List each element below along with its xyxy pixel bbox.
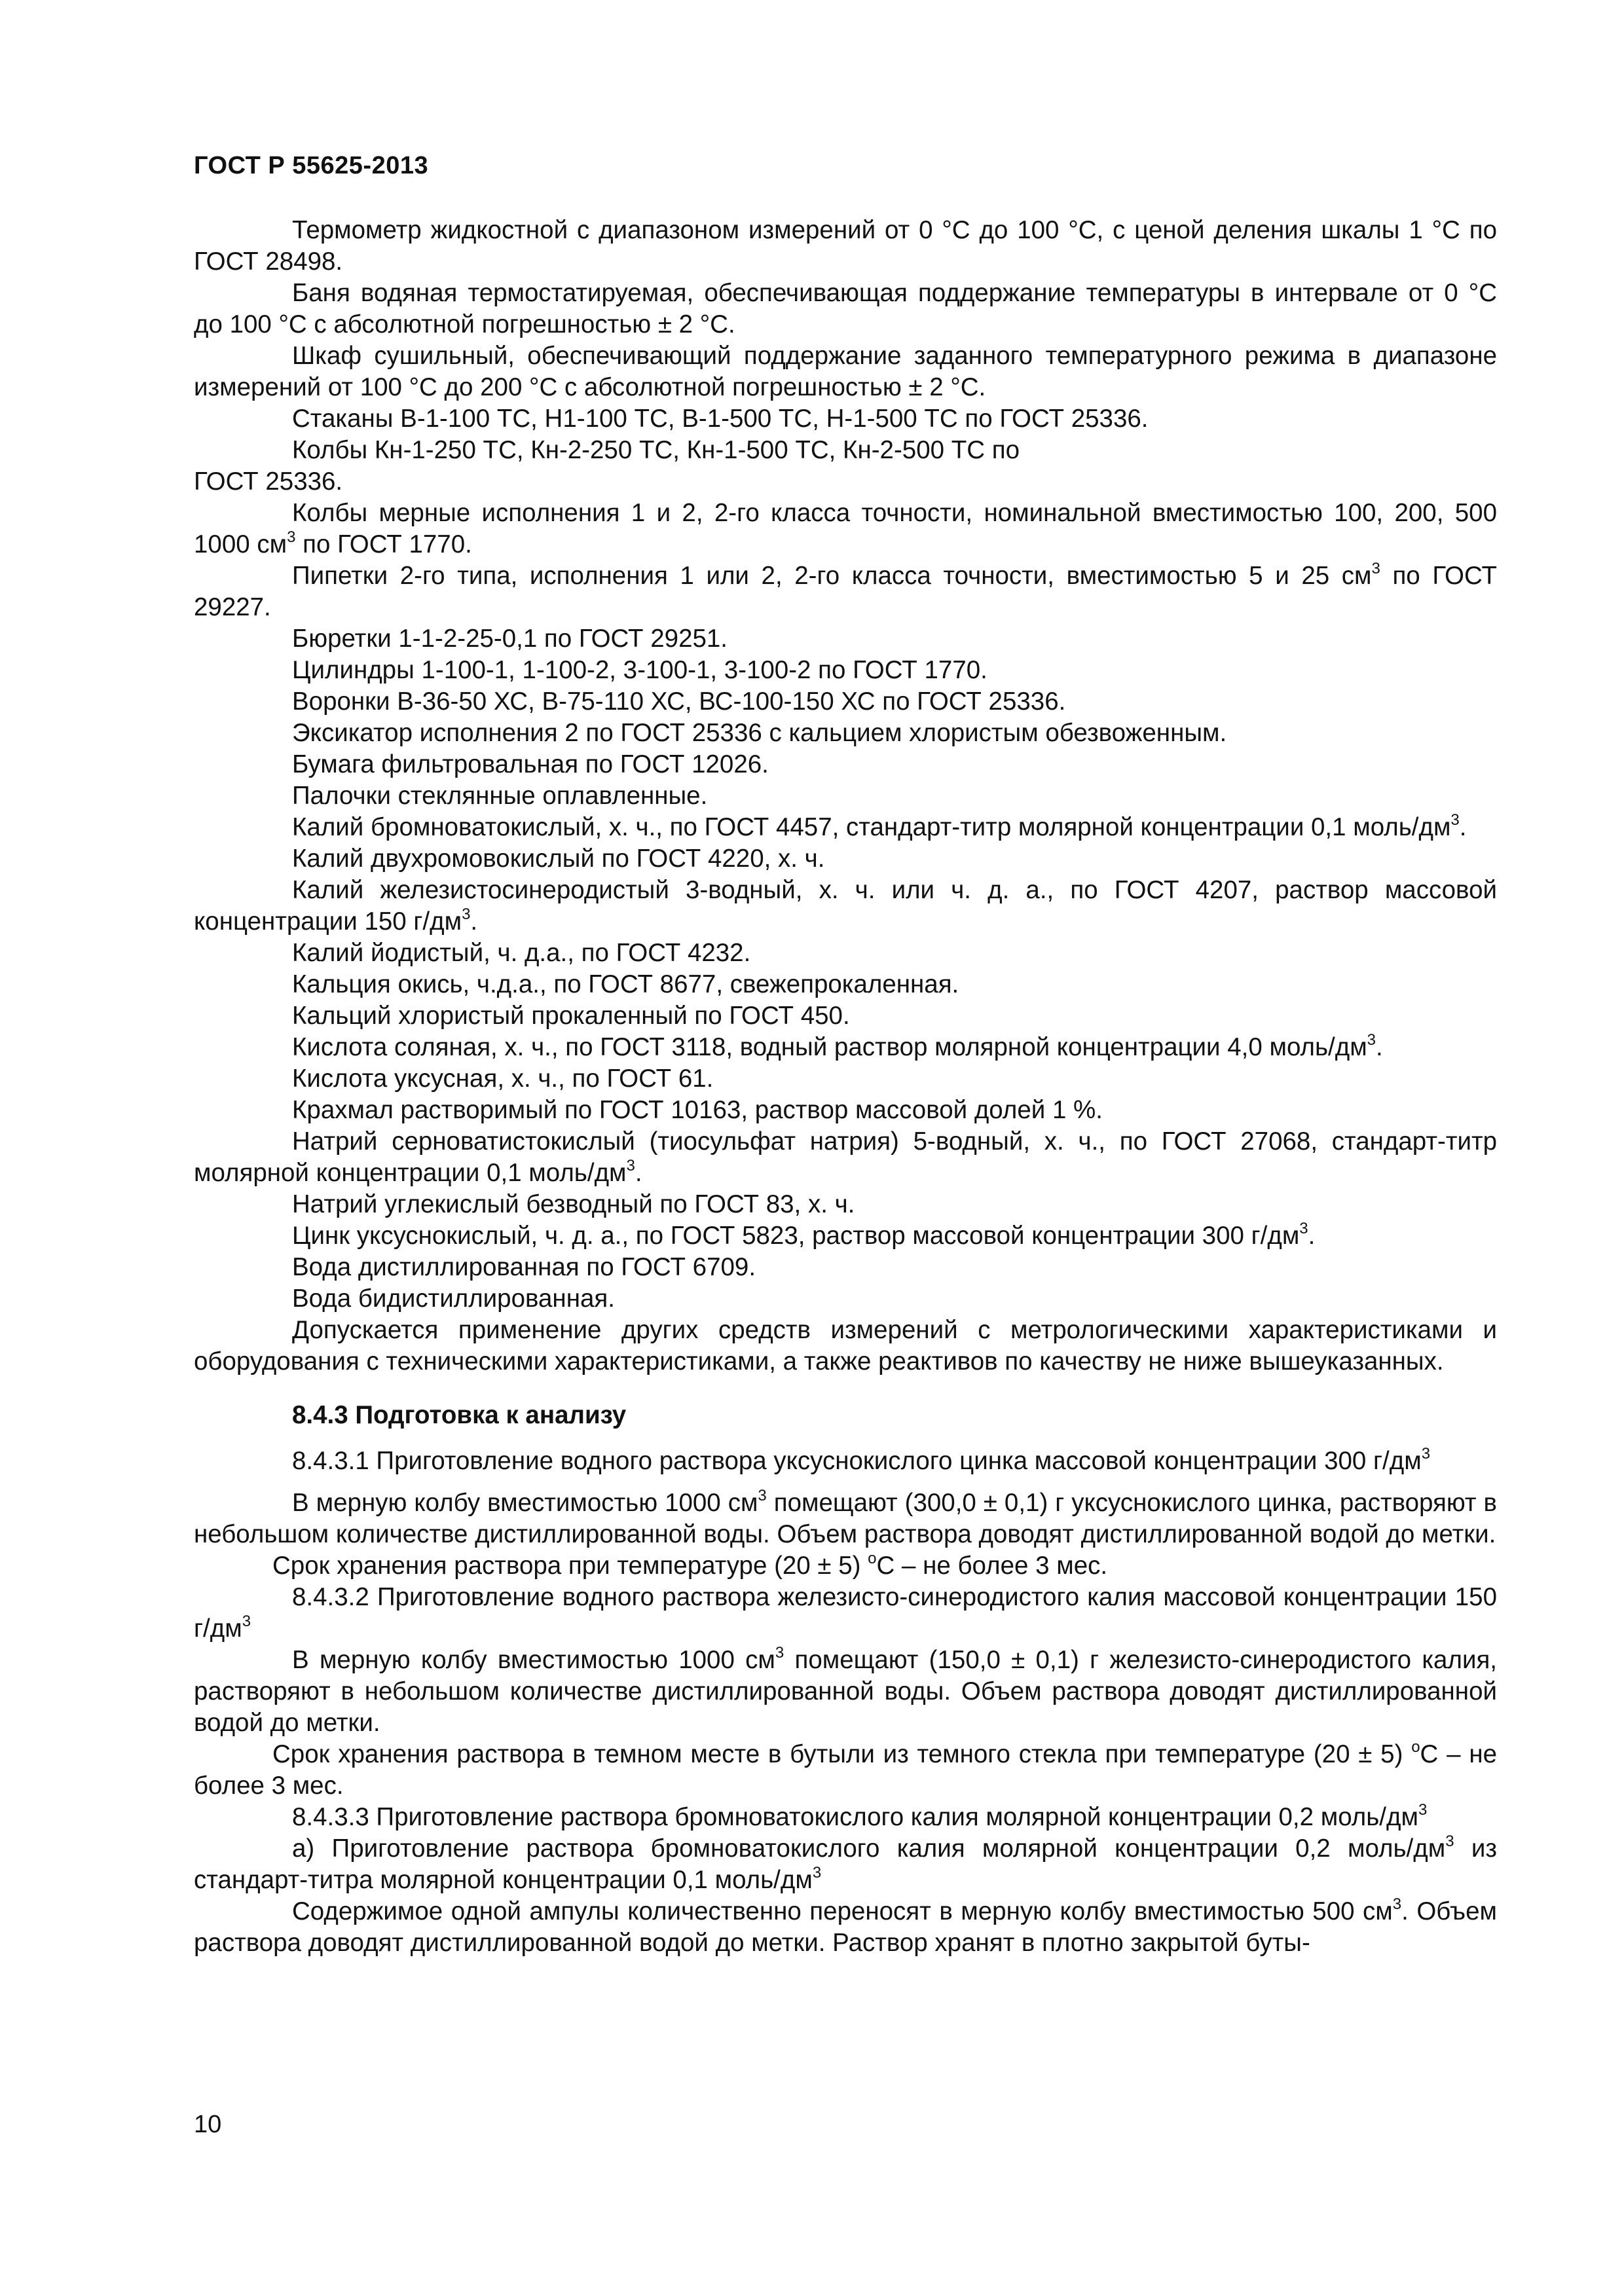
subsection-title: 8.4.3.3 Приготовление раствора бромноватокислого калия молярной концентрации 0,2 моль/$дм^3$ [292, 1801, 1428, 1831]
page-number: 10 [194, 2111, 222, 2138]
paragraph: а) Приготовление раствора бромноватокислого калия молярной концентрации 0,2 моль/$дм^3$ из стандарт-титра молярной концентрации 0,1 моль/$дм^3$ [194, 1832, 1497, 1894]
paragraph: В мерную колбу вместимостью 1000 $см^3$ помещают (150,0 ± 0,1) г железисто-синеродистого калия, растворяют в небольшом количестве дистиллированной воды. Объем раствора доводят дистиллированной водой до метки. [194, 1644, 1497, 1737]
paragraph: Шкаф сушильный, обеспечивающий поддержание заданного температурного режима в диапазоне измерений от 100 °С до 200 °С с абсолютной погрешностью ± 2 °С. [194, 342, 1497, 401]
paragraph-continuation: ГОСТ 25336. [194, 467, 343, 496]
paragraph: Калий железистосинеродистый 3-водный, х. ч. или ч. д. а., по ГОСТ 4207, раствор массовой концентрации 150 $г/дм^3$. [194, 876, 1497, 936]
paragraph: Воронки В-36-50 ХС, В-75-110 ХС, ВС-100-150 ХС по ГОСТ 25336. [292, 687, 1066, 716]
paragraph: Калий двухромовокислый по ГОСТ 4220, х. ч. [292, 845, 825, 873]
paragraph: Срок хранения раствора при температуре (20 ± 5) $^о$С – не более 3 мес. [272, 1550, 1108, 1580]
paragraph: Стаканы В-1-100 ТС, Н1-100 ТС, В-1-500 ТС, Н-1-500 ТС по ГОСТ 25336. [292, 405, 1149, 433]
paragraph: Калий йодистый, ч. д.а., по ГОСТ 4232. [292, 939, 751, 967]
paragraph: Кислота уксусная, х. ч., по ГОСТ 61. [292, 1065, 714, 1093]
paragraph: Цинк уксуснокислый, ч. д. а., по ГОСТ 5823, раствор массовой концентрации 300 $г/дм^3$. [292, 1220, 1316, 1250]
paragraph: Эксикатор исполнения 2 по ГОСТ 25336 с кальцием хлористым обезвоженным. [292, 719, 1227, 747]
paragraph: Крахмал растворимый по ГОСТ 10163, раствор массовой долей 1 %. [292, 1096, 1103, 1124]
paragraph: Кислота соляная, х. ч., по ГОСТ 3118, водный раствор молярной концентрации 4,0 моль/$дм^3$. [292, 1031, 1383, 1061]
paragraph: Бюретки 1-1-2-25-0,1 по ГОСТ 29251. [292, 625, 728, 653]
paragraph: Колбы мерные исполнения 1 и 2, 2-го класса точности, номинальной вместимостью 100, 200, 500 1000 $см^3$ по ГОСТ 1770. [194, 499, 1497, 558]
standard-code-header: ГОСТ Р 55625-2013 [194, 152, 429, 179]
paragraph: Пипетки 2-го типа, исполнения 1 или 2, 2-го класса точности, вместимостью 5 и 25 $см^3$ по ГОСТ 29227. [194, 560, 1497, 621]
subsection-title: 8.4.3.2 Приготовление водного раствора железисто-синеродистого калия массовой концентрации 150 $г/дм^3$ [194, 1583, 1497, 1643]
subsection-title: 8.4.3.1 Приготовление водного раствора уксуснокислого цинка массовой концентрации 300 $г/дм^3$ [292, 1445, 1431, 1475]
paragraph: Палочки стеклянные оплавленные. [292, 782, 708, 810]
paragraph: Колбы Кн-1-250 ТС, Кн-2-250 ТС, Кн-1-500 ТС, Кн-2-500 ТС по [292, 436, 1020, 464]
paragraph: Кальция окись, ч.д.а., по ГОСТ 8677, свежепрокаленная. [292, 970, 959, 998]
paragraph: Термометр жидкостной с диапазоном измерений от 0 °С до 100 °С, с ценой деления шкалы 1 °С по ГОСТ 28498. [194, 216, 1497, 276]
paragraph: Допускается применение других средств измерений с метрологическими характеристиками и оборудования с техническими характеристиками, а также реактивов по качеству не ниже вышеуказанных. [194, 1316, 1497, 1376]
section-heading: 8.4.3 Подготовка к анализу [292, 1401, 627, 1429]
paragraph: Калий бромноватокислый, х. ч., по ГОСТ 4457, стандарт-титр молярной концентрации 0,1 моль/$дм^3$. [292, 811, 1467, 841]
paragraph: Натрий серноватистокислый (тиосульфат натрия) 5-водный, х. ч., по ГОСТ 27068, стандарт-титр молярной концентрации 0,1 моль/$дм^3$. [194, 1127, 1497, 1187]
paragraph: Кальций хлористый прокаленный по ГОСТ 450. [292, 1002, 850, 1030]
paragraph: Баня водяная термостатируемая, обеспечивающая поддержание температуры в интервале от 0 °С до 100 °С с абсолютной погрешностью ± 2 °С. [194, 279, 1497, 338]
document-body [194, 215, 1497, 1959]
paragraph: Бумага фильтровальная по ГОСТ 12026. [292, 750, 769, 778]
paragraph: Вода дистиллированная по ГОСТ 6709. [292, 1253, 756, 1281]
paragraph: Содержимое одной ампулы количественно переносят в мерную колбу вместимостью 500 $см^3$. Объем раствора доводят дистиллированной водой до метки. Раствор хранят в плотно закрытой буты- [194, 1895, 1498, 1957]
paragraph: Срок хранения раствора в темном месте в бутыли из темного стекла при температуре (20 ± 5) $^о$С – не более 3 мес. [194, 1738, 1497, 1800]
paragraph: В мерную колбу вместимостью 1000 $см^3$ помещают (300,0 ± 0,1) г уксуснокислого цинка, растворяют в небольшом количестве дистиллированной воды. Объем раствора доводят дистиллированной водой до метки. [194, 1487, 1497, 1548]
paragraph: Натрий углекислый безводный по ГОСТ 83, х. ч. [292, 1190, 855, 1218]
paragraph: Цилиндры 1-100-1, 1-100-2, 3-100-1, 3-100-2 по ГОСТ 1770. [292, 656, 987, 684]
paragraph: Вода бидистиллированная. [292, 1285, 615, 1313]
